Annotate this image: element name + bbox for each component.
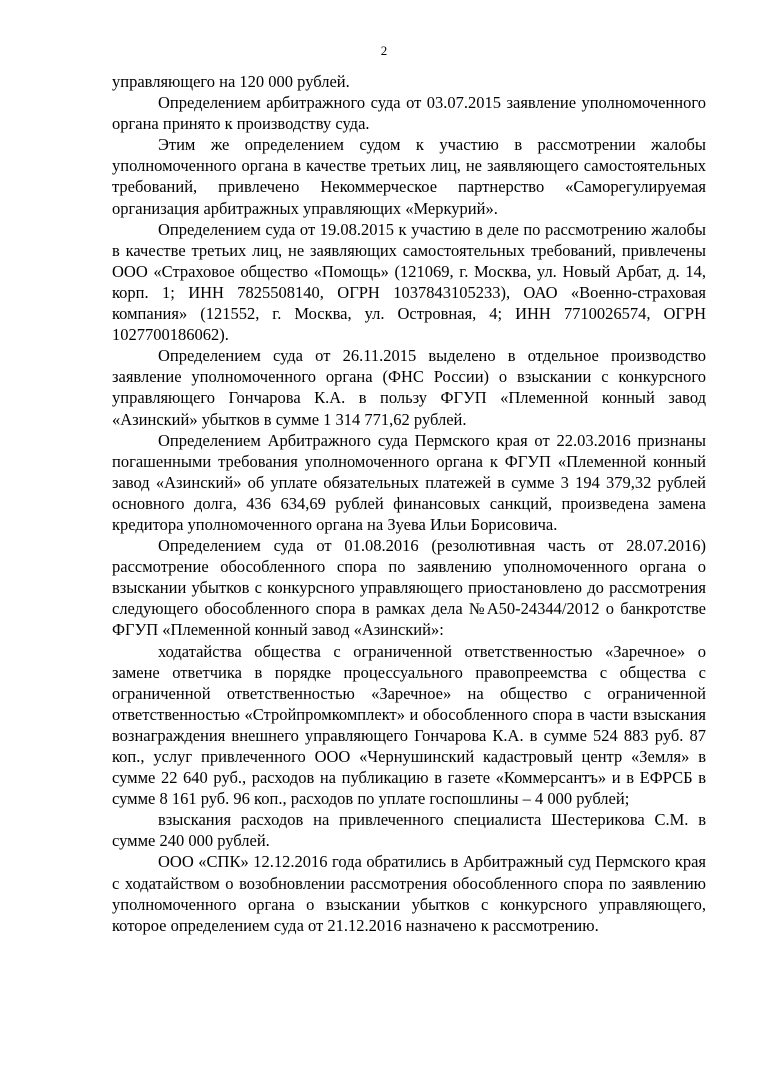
page-number: 2 [380,43,388,58]
document-body [112,71,706,936]
paragraph-claims-repaid: Определением Арбитражного суда Пермского края от 22.03.2016 признаны погашенными требования уполномоченного органа к ФГУП «Племенной конный завод «Азинский» об уплате обязательных платежей в сумме 3 194 379,32 рублей основного долга, 436 634,69 рублей финансовых санкций, произведена замена кредитора уполномоченного органа на Зуева Ильи Борисовича. [112,430,706,534]
paragraph-third-parties-insurers: Определением суда от 19.08.2015 к участию в деле по рассмотрению жалобы в качестве третьих лиц, не заявляющих самостоятельных требований, привлечены ООО «Страховое общество «Помощь» (121069, г. Москва, ул. Новый Арбат, д. 14, корп. 1; ИНН 7825508140, ОГРН 1037843105233), ОАО «Военно-страховая компания» (121552, г. Москва, ул. Островная, 4; ИНН 7710026574, ОГРН 1027700186062). [112,219,706,345]
paragraph-acceptance: Определением арбитражного суда от 03.07.2015 заявление уполномоченного органа принято к производству суда. [112,93,706,134]
paragraph-suspension: Определением суда от 01.08.2016 (резолютивная часть от 28.07.2016) рассмотрение обособленного спора по заявлению уполномоченного органа о взыскании убытков с конкурсного управляющего приостановлено до рассмотрения следующего обособленного спора в рамках дела №А50-24344/2012 о банкротстве ФГУП «Племенной конный завод «Азинский»: [112,536,706,640]
paragraph-third-party-np: Этим же определением судом к участию в рассмотрении жалобы уполномоченного органа в качестве третьих лиц, не заявляющего самостоятельных требований, привлечено Некоммерческое партнерство «Саморегулируемая организация арбитражных управляющих «Меркурий». [112,135,706,218]
paragraph-resumption: ООО «СПК» 12.12.2016 года обратились в Арбитражный суд Пермского края с ходатайством о возобновлении рассмотрения обособленного спора по заявлению уполномоченного органа о взыскании убытков с конкурсного управляющего, которое определением суда от 21.12.2016 назначено к рассмотрению. [112,852,706,935]
paragraph-continuation: управляющего на 120 000 рублей. [112,72,350,91]
paragraph-specialist-expenses: взыскания расходов на привлеченного специалиста Шестерикова С.М. в сумме 240 000 рублей. [112,810,706,851]
paragraph-separate-proceeding: Определением суда от 26.11.2015 выделено в отдельное производство заявление уполномоченного органа (ФНС России) о взыскании с конкурсного управляющего Гончарова К.А. в пользу ФГУП «Племенной конный завод «Азинский» убытков в сумме 1 314 771,62 рублей. [112,346,706,429]
paragraph-petition-zarechnoe: ходатайства общества с ограниченной ответственностью «Заречное» о замене ответчика в порядке процессуального правопреемства с общества с ограниченной ответственностью «Заречное» на общество с ограниченной ответственностью «Стройпромкомплект» и обособленного спора в части взыскания вознаграждения внешнего управляющего Гончарова К.А. в сумме 524 883 руб. 87 коп., услуг привлеченного ООО «Чернушинский кадастровый центр «Земля» в сумме 22 640 руб., расходов на публикацию в газете «Коммерсантъ» и в ЕФРСБ в сумме 8 161 руб. 96 коп., расходов по уплате госпошлины – 4 000 рублей; [112,641,706,809]
